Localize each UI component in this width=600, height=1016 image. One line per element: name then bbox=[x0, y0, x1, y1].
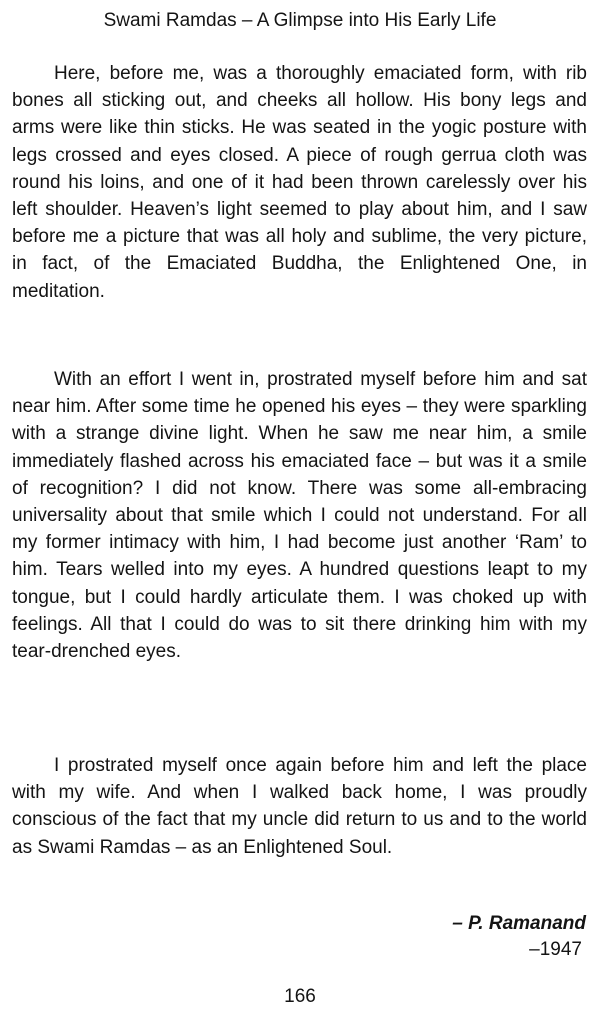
author-signature: – P. Ramanand bbox=[452, 913, 586, 934]
paragraph-3: I prostrated myself once again before him and left the place with my wife. And when I walked back home, I was proudly conscious of the fact that my uncle did return to us and to the world as Swami Ramdas – as an Enlightened Soul. bbox=[12, 755, 587, 858]
page-number: 166 bbox=[284, 986, 316, 1007]
running-title: Swami Ramdas – A Glimpse into His Early Life bbox=[103, 10, 497, 31]
paragraph-2: With an effort I went in, prostrated myself before him and sat near him. After some time he opened his eyes – they were sparkling with a strange divine light. When he saw me near him, a smile immediately flashed across his emaciated face – but was it a smile of recognition? I did not know. There was some all-embracing universality about that smile which I could not understand. For all my former intimacy with him, I had become just another ‘Ram’ to him. Tears welled into my eyes. A hundred questions leapt to my tongue, but I could hardly articulate them. I was choked up with feelings. All that I could do was to sit there drinking him with my tear-drenched eyes. bbox=[12, 369, 587, 663]
signature-year: –1947 bbox=[529, 939, 582, 960]
paragraph-1: Here, before me, was a thoroughly emaciated form, with rib bones all sticking out, and cheeks all hollow. His bony legs and arms were like thin sticks. He was seated in the yogic posture with legs crossed and eyes closed. A piece of rough gerrua cloth was round his loins, and one of it had been thrown carelessly over his left shoulder. Heaven’s light seemed to play about him, and I saw before me a picture that was all holy and sublime, the very picture, in fact, of the Emaciated Buddha, the Enlightened One, in meditation. bbox=[12, 63, 587, 302]
